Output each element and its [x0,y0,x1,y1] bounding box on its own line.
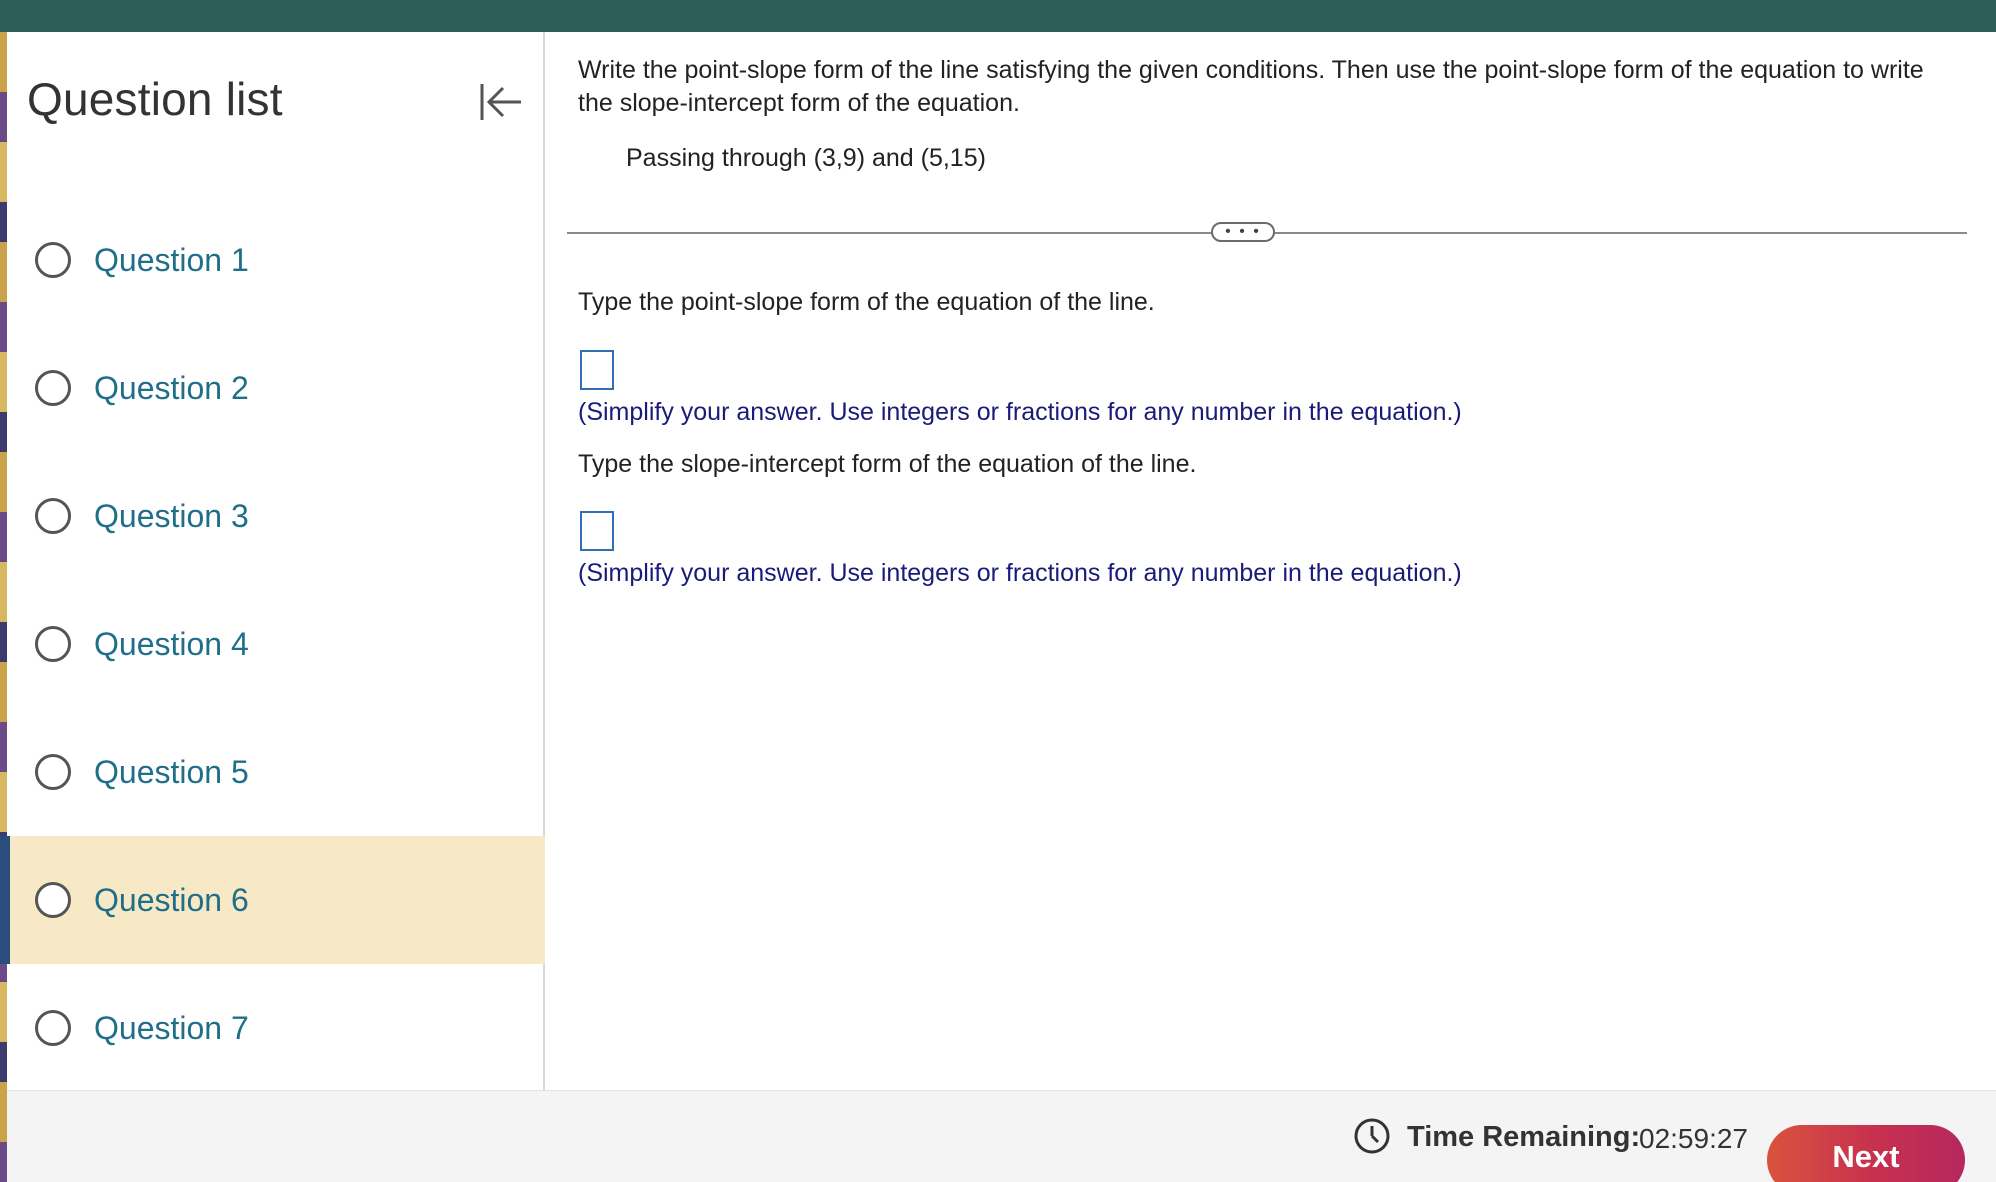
background-edge [0,32,7,1182]
next-button[interactable]: Next [1767,1125,1965,1182]
part2-prompt: Type the slope-intercept form of the equation of the line. [578,450,1197,478]
question-item-1[interactable] [7,196,545,324]
footer-bar [7,1090,1996,1182]
collapse-sidebar-button[interactable] [473,74,529,130]
question-list-sidebar [7,32,545,1090]
status-radio-icon [35,498,71,534]
question-item-6[interactable] [7,836,545,964]
sidebar-title: Question list [27,73,283,125]
part2-hint: (Simplify your answer. Use integers or fractions for any number in the equation.) [578,559,1462,587]
point-slope-answer-input[interactable] [580,350,614,390]
collapse-left-icon [477,80,525,124]
question-item-2[interactable] [7,324,545,452]
question-list [7,196,545,1092]
question-label: Question 4 [94,625,249,662]
question-label: Question 1 [94,241,249,278]
question-item-7[interactable] [7,964,545,1092]
question-item-5[interactable] [7,708,545,836]
time-remaining-label: Time Remaining: [1407,1121,1641,1153]
question-label: Question 5 [94,753,249,790]
status-radio-icon [35,370,71,406]
clock-icon [1353,1117,1391,1155]
status-radio-icon [35,1010,71,1046]
status-radio-icon [35,626,71,662]
part1-prompt: Type the point-slope form of the equation of the line. [578,288,1155,316]
question-label: Question 6 [94,881,249,918]
part1-hint: (Simplify your answer. Use integers or fractions for any number in the equation.) [578,398,1462,426]
time-remaining-value: 02:59:27 [1639,1123,1748,1154]
question-label: Question 7 [94,1009,249,1046]
status-radio-icon [35,882,71,918]
expand-more-button[interactable]: • • • [1211,222,1275,242]
status-radio-icon [35,754,71,790]
slope-intercept-answer-input[interactable] [580,511,614,551]
question-label: Question 2 [94,369,249,406]
question-instructions: Write the point-slope form of the line satisfying the given conditions. Then use the point-slope form of the equation to write the slope-intercept form of the equation. [578,56,1924,117]
question-label: Question 3 [94,497,249,534]
question-item-4[interactable] [7,580,545,708]
top-bar [0,0,1996,32]
status-radio-icon [35,242,71,278]
question-given: Passing through (3,9) and (5,15) [626,144,986,172]
question-item-3[interactable] [7,452,545,580]
question-panel [547,32,1996,1090]
